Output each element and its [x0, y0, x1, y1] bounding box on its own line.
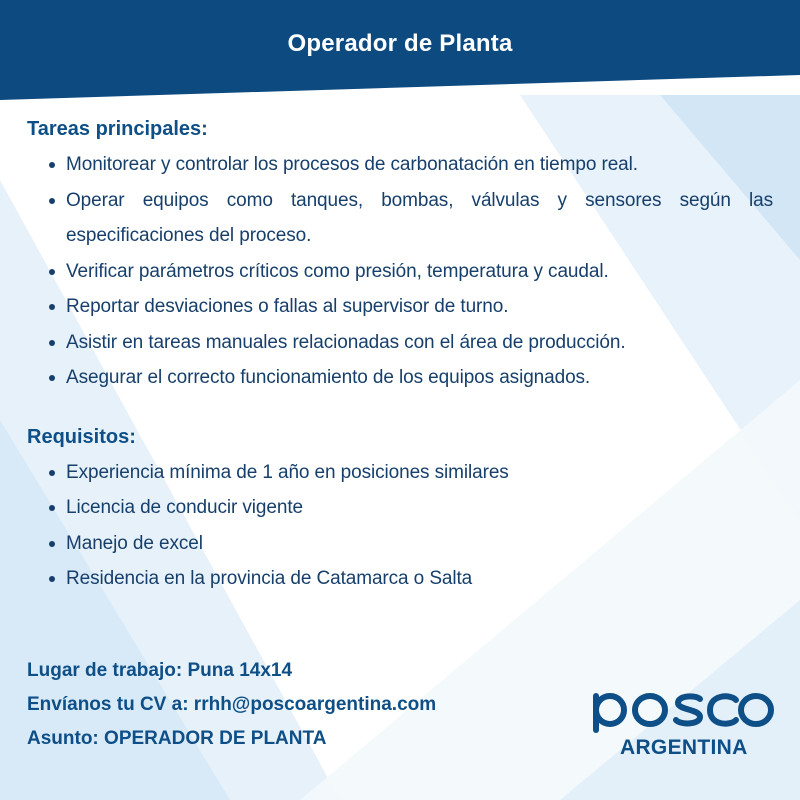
list-item: Residencia en la provincia de Catamarca o Salta [27, 561, 773, 597]
list-item: Asegurar el correcto funcionamiento de los equipos asignados. [27, 360, 773, 396]
tasks-list [27, 147, 773, 396]
list-item: Licencia de conducir vigente [27, 490, 773, 526]
requirements-heading: Requisitos: [27, 425, 136, 448]
job-description [27, 118, 773, 597]
work-location: Lugar de trabajo: Puna 14x14 [27, 660, 293, 681]
list-item: Manejo de excel [27, 526, 773, 562]
email-subject: Asunto: OPERADOR DE PLANTA [27, 728, 327, 749]
list-item: Verificar parámetros críticos como presión, temperatura y caudal. [27, 254, 773, 290]
send-cv-email[interactable]: Envíanos tu CV a: rrhh@poscoargentina.com [27, 694, 437, 715]
contact-info [27, 654, 436, 756]
tasks-heading: Tareas principales: [27, 118, 208, 140]
list-item: Operar equipos como tanques, bombas, válvulas y sensores según las especificaciones del proceso. [27, 183, 773, 254]
requirements-list [27, 455, 773, 597]
page-title: Operador de Planta [287, 30, 513, 57]
list-item: Experiencia mínima de 1 año en posiciones similares [27, 455, 773, 491]
logo-subtitle: ARGENTINA [620, 736, 748, 759]
list-item: Asistir en tareas manuales relacionadas con el área de producción. [27, 325, 773, 361]
list-item: Monitorear y controlar los procesos de carbonatación en tiempo real. [27, 147, 773, 183]
list-item: Reportar desviaciones o fallas al supervisor de turno. [27, 289, 773, 325]
